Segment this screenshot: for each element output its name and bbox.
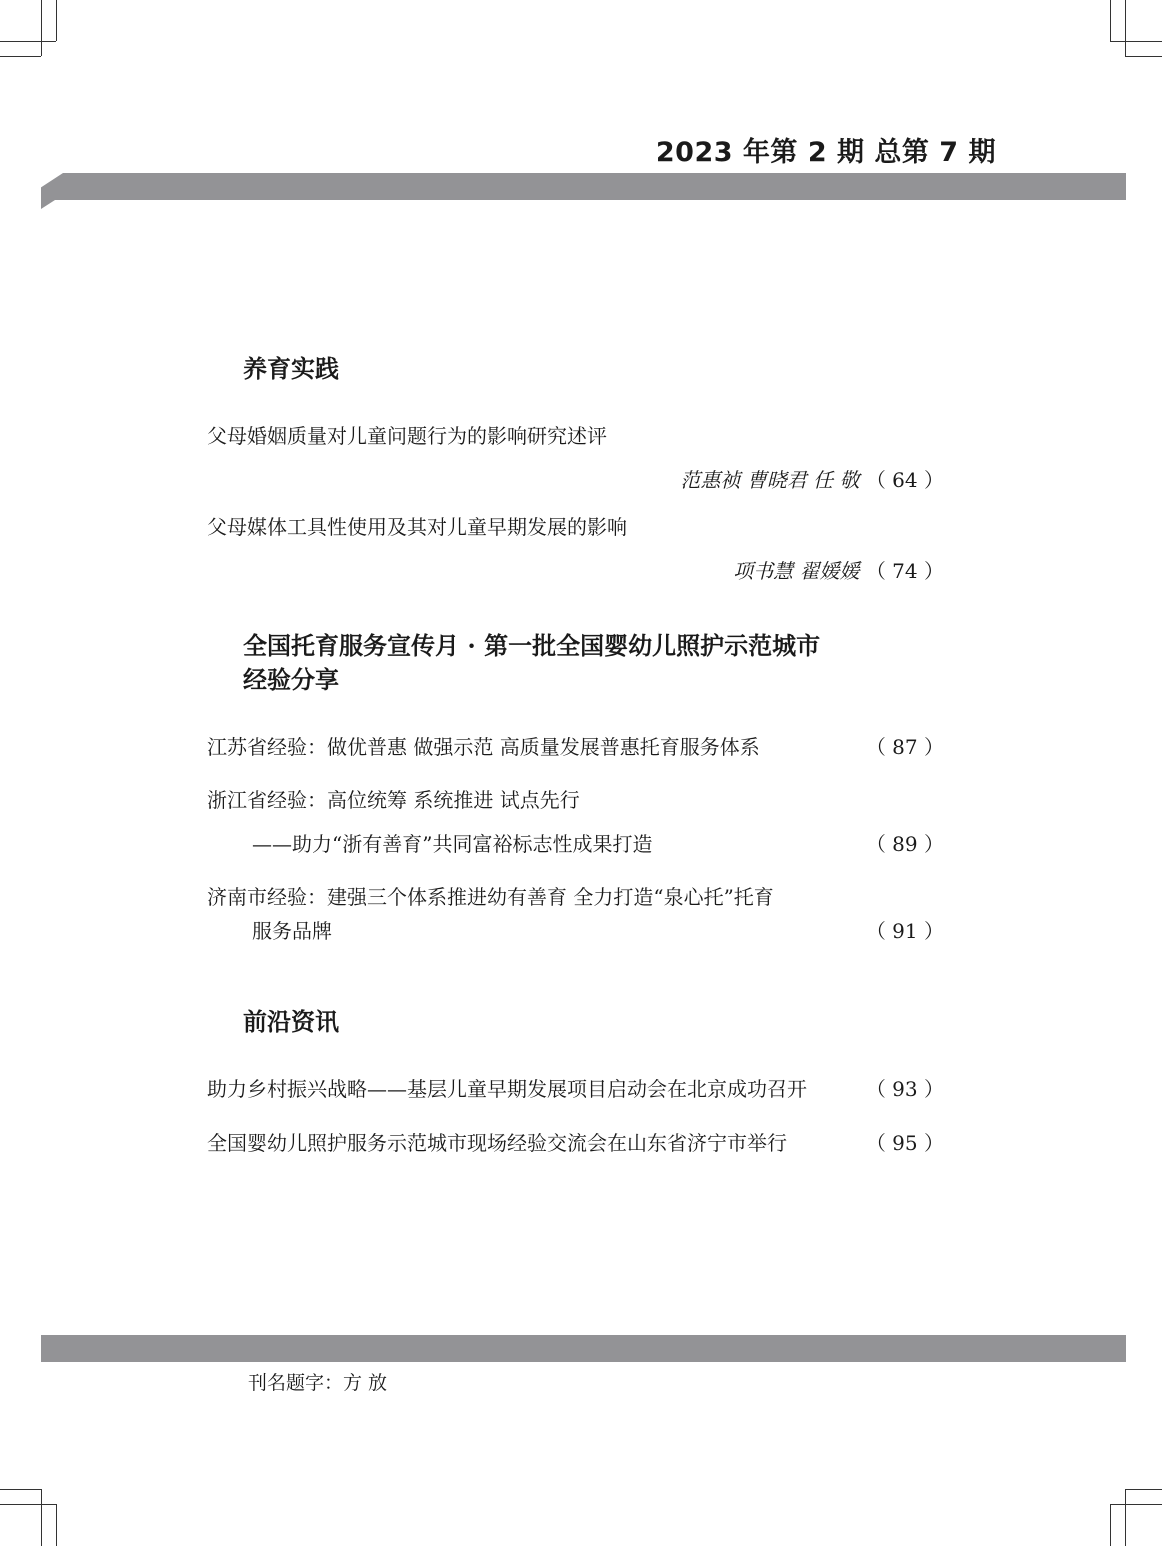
article-title[interactable]: 全国婴幼儿照护服务示范城市现场经验交流会在山东省济宁市举行 (207, 1131, 787, 1155)
calligraphy-credit: 刊名题字：方 放 (248, 1372, 388, 1394)
article-title-text: 高位统筹 系统推进 试点先行 (327, 788, 580, 812)
article-byline (680, 466, 944, 494)
article-title[interactable] (207, 883, 774, 911)
article-title-text: 做优普惠 做强示范 高质量发展普惠托育服务体系 (327, 735, 760, 759)
article-authors: 项书慧 翟媛媛 (733, 559, 860, 583)
article-title[interactable]: 助力乡村振兴战略——基层儿童早期发展项目启动会在北京成功召开 (207, 1077, 807, 1101)
article-authors: 范惠祯 曹晓君 任 敬 (680, 468, 860, 492)
article-title[interactable] (207, 786, 580, 814)
issue-number: 2023 年第 2 期 总第 7 期 (655, 137, 996, 168)
article-title-text: 建强三个体系推进幼有善育 全力打造“泉心托”托育 (327, 885, 774, 909)
article-byline (733, 557, 944, 585)
article-page: （ 89 ） (865, 832, 944, 856)
header-band (41, 173, 1126, 209)
section-title-childcare-month: 全国托育服务宣传月 · 第一批全国婴幼儿照护示范城市 (243, 631, 821, 660)
article-page: （ 74 ） (865, 559, 944, 583)
article-page: （ 95 ） (865, 1131, 944, 1155)
article-page: （ 91 ） (865, 919, 944, 943)
article-page: （ 87 ） (865, 735, 944, 759)
article-prefix: 江苏省经验： (207, 735, 327, 759)
section-title-childcare-month-line2: 经验分享 (243, 665, 339, 694)
section-title-frontier-news: 前沿资讯 (243, 1007, 339, 1036)
article-prefix: 济南市经验： (207, 885, 327, 909)
article-title[interactable]: 父母媒体工具性使用及其对儿童早期发展的影响 (207, 515, 627, 539)
article-subtitle: ——助力“浙有善育”共同富裕标志性成果打造 (252, 832, 653, 856)
article-title[interactable] (207, 733, 760, 761)
footer-band (41, 1335, 1126, 1362)
article-prefix: 浙江省经验： (207, 788, 327, 812)
article-subtitle: 服务品牌 (252, 919, 332, 943)
article-page: （ 93 ） (865, 1077, 944, 1101)
article-page: （ 64 ） (865, 468, 944, 492)
article-title[interactable]: 父母婚姻质量对儿童问题行为的影响研究述评 (207, 424, 607, 448)
section-title-parenting-practice: 养育实践 (243, 354, 339, 383)
